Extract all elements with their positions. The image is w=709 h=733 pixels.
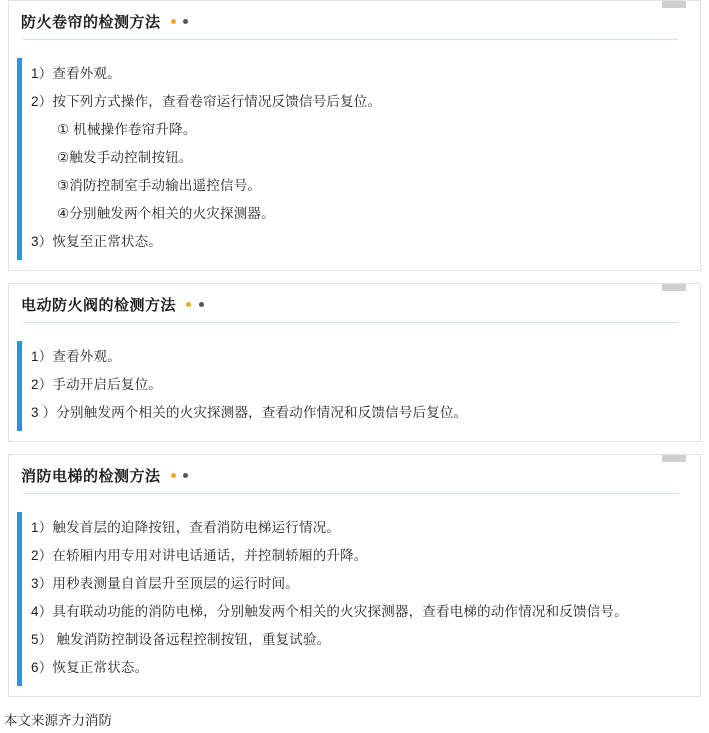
- title-dots: [168, 13, 188, 31]
- section-title: 防火卷帘的检测方法: [21, 14, 161, 31]
- orange-dot-icon: [186, 302, 191, 307]
- section-title: 消防电梯的检测方法: [21, 468, 161, 485]
- title-dots: [183, 296, 203, 314]
- section-body: [9, 331, 700, 441]
- header-divider: [23, 322, 678, 323]
- orange-dot-icon: [171, 473, 176, 478]
- orange-dot-icon: [171, 19, 176, 24]
- list-item: ① 机械操作卷帘升降。: [57, 122, 197, 137]
- list-item: 3 ）分别触发两个相关的火灾探测器，查看动作情况和反馈信号后复位。: [31, 405, 468, 420]
- list-item: 5） 触发消防控制设备远程控制按钮，重复试验。: [31, 632, 331, 647]
- section-title: 电动防火阀的检测方法: [21, 297, 177, 314]
- list-item: 6）恢复正常状态。: [31, 660, 149, 675]
- title-dots: [168, 467, 188, 485]
- list-item: ②触发手动控制按钮。: [57, 150, 193, 165]
- section-card: [8, 454, 701, 697]
- section-card: [8, 0, 701, 271]
- source-note: 本文来源齐力消防: [4, 713, 112, 728]
- list-item: ④分别触发两个相关的火灾探测器。: [57, 206, 275, 221]
- accent-bar: [17, 512, 22, 686]
- list-item: 3）用秒表测量自首层升至顶层的运行时间。: [31, 576, 300, 591]
- list-item: 1）查看外观。: [31, 66, 121, 81]
- section-header: [9, 455, 700, 502]
- accent-bar: [17, 58, 22, 260]
- list-item: 1）触发首层的迫降按钮，查看消防电梯运行情况。: [31, 520, 341, 535]
- section-body: [9, 502, 700, 696]
- section-header: [9, 1, 700, 48]
- list-item: 2）按下列方式操作，查看卷帘运行情况反馈信号后复位。: [31, 94, 382, 109]
- list-item: 4）具有联动功能的消防电梯，分别触发两个相关的火灾探测器，查看电梯的动作情况和反馈信号。: [31, 604, 628, 619]
- section-body: [9, 48, 700, 270]
- dark-dot-icon: [183, 473, 188, 478]
- list-item: ③消防控制室手动输出遥控信号。: [57, 178, 262, 193]
- list-item: 2）在轿厢内用专用对讲电话通话，并控制轿厢的升降。: [31, 548, 368, 563]
- dark-dot-icon: [199, 302, 204, 307]
- header-divider: [23, 39, 678, 40]
- dark-dot-icon: [183, 19, 188, 24]
- section-card: [8, 283, 701, 442]
- list-item: 2）手动开启后复位。: [31, 377, 163, 392]
- header-divider: [23, 493, 678, 494]
- section-header: [9, 284, 700, 331]
- list-item: 3）恢复至正常状态。: [31, 234, 163, 249]
- list-item: 1）查看外观。: [31, 349, 121, 364]
- accent-bar: [17, 341, 22, 431]
